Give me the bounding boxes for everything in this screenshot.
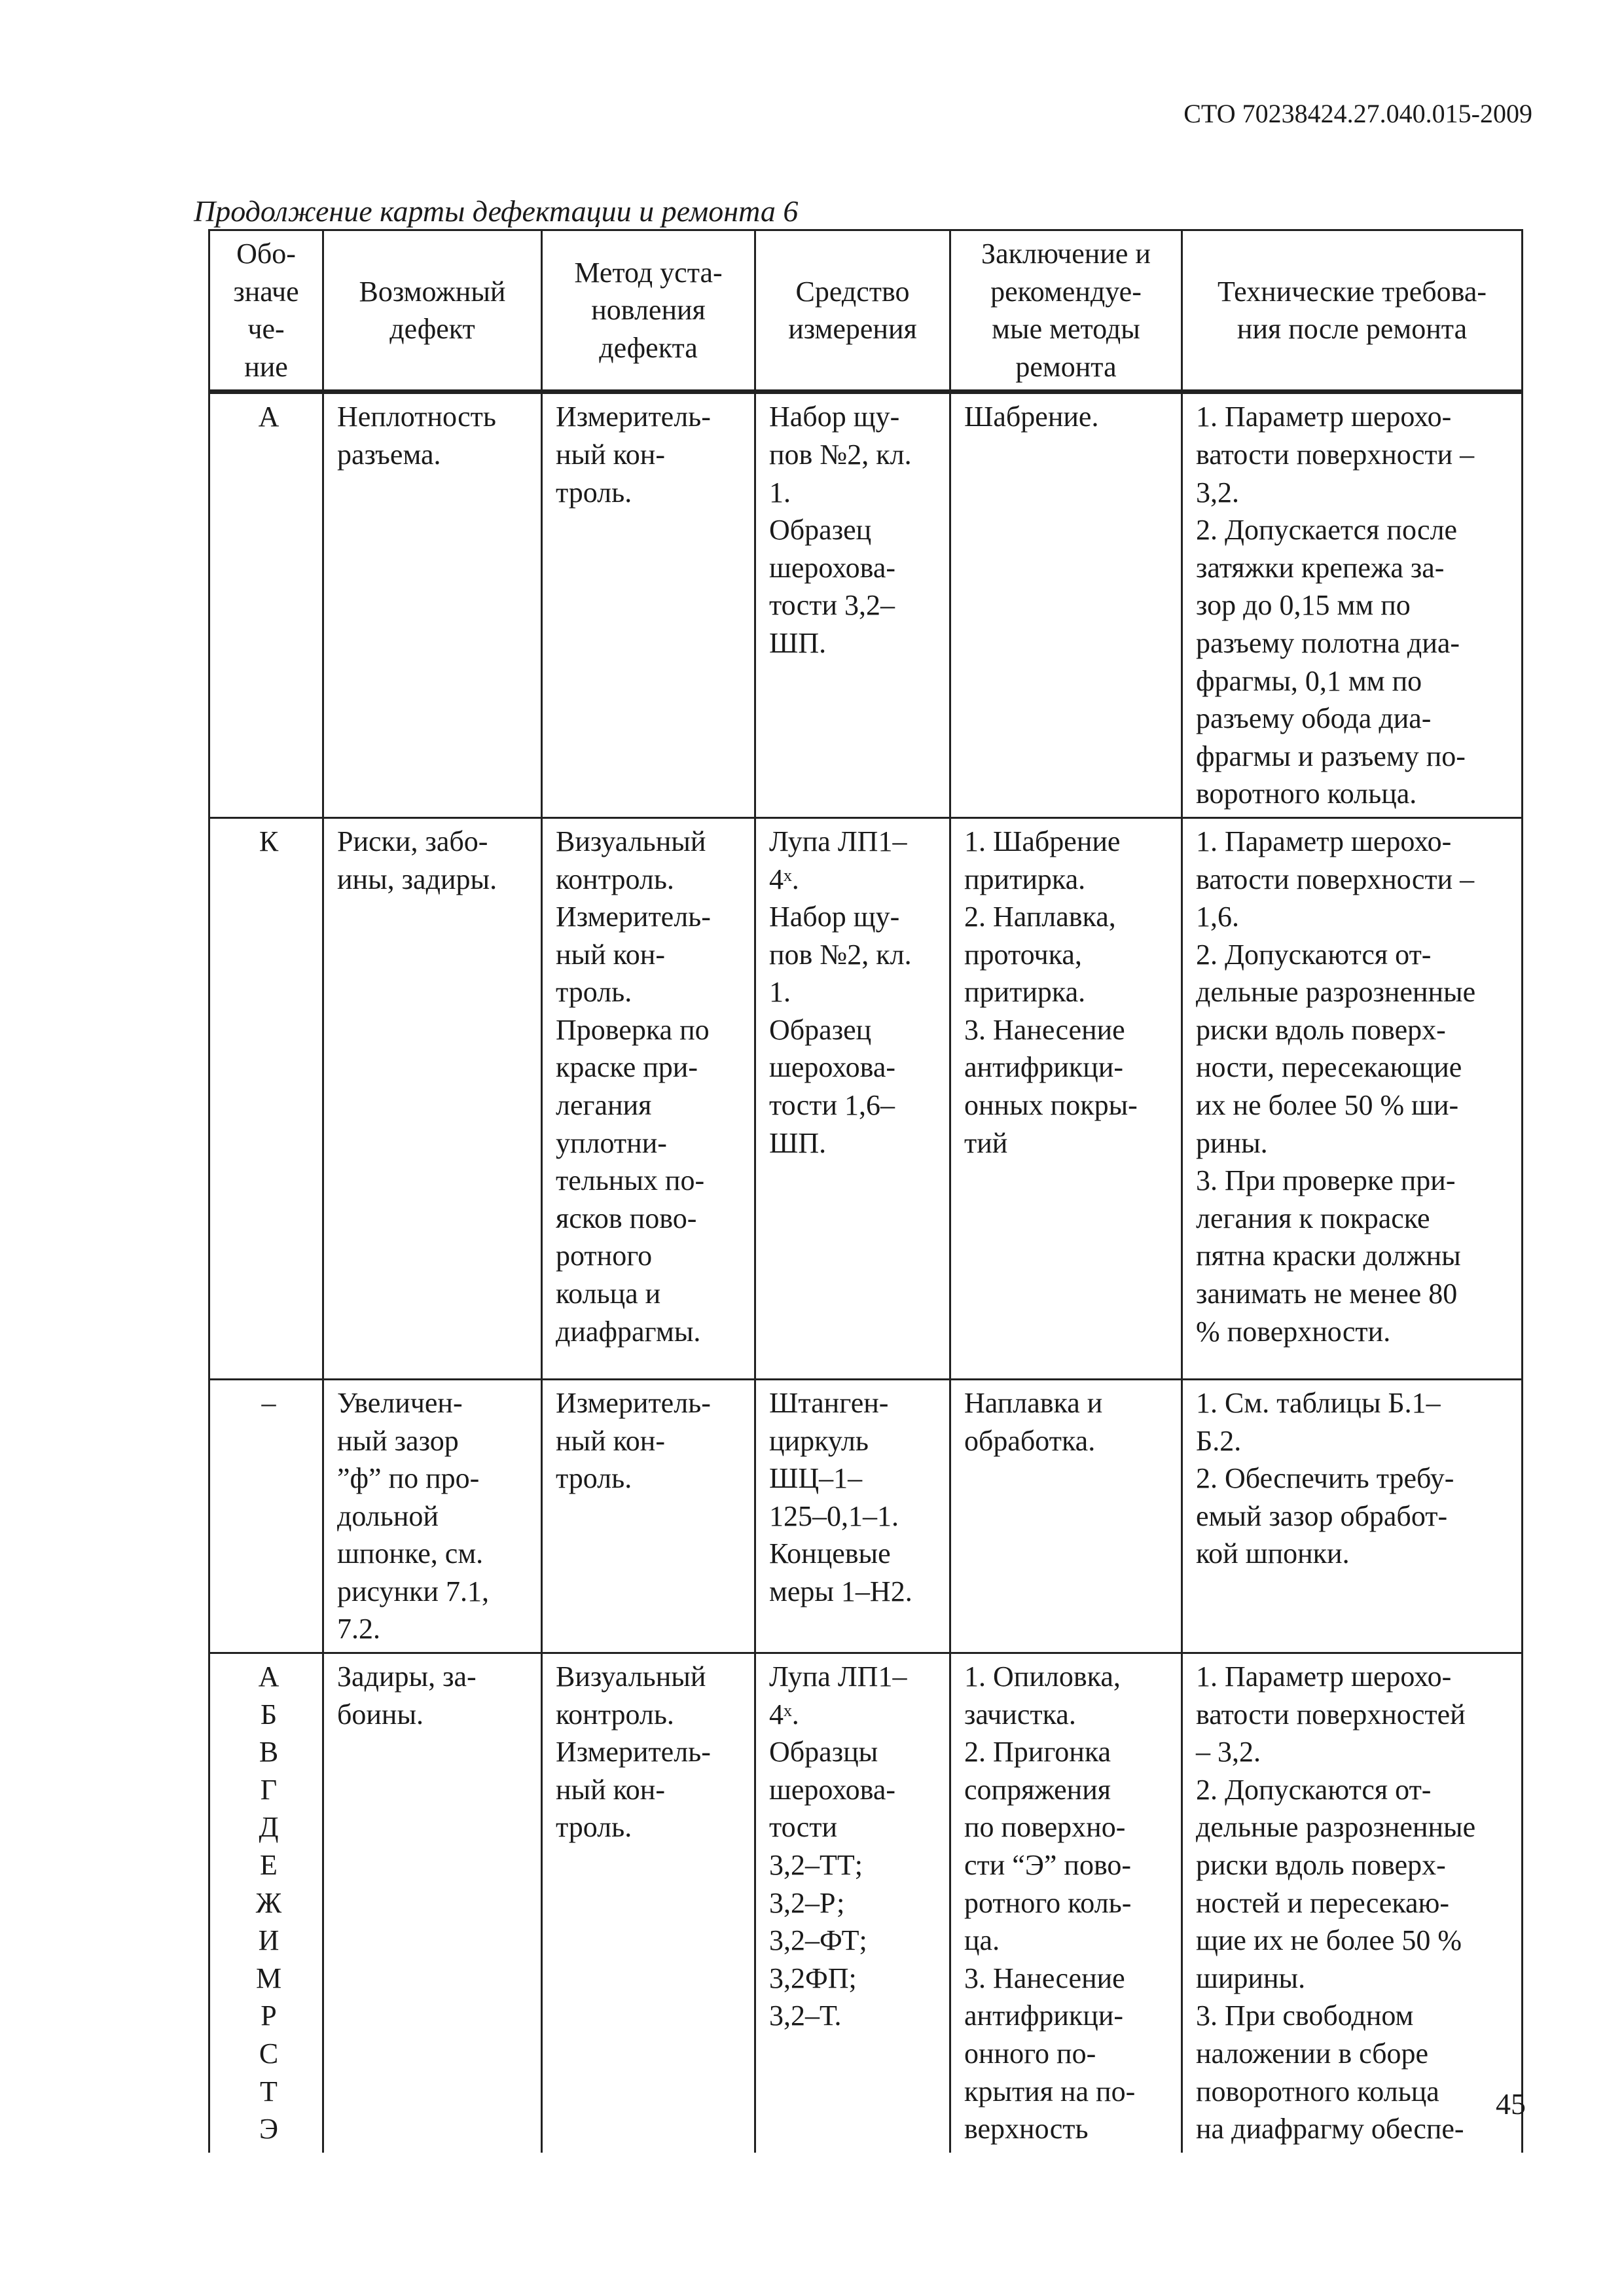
cell-text: 1. Параметр шерохо- ватости поверхности – 1,6. 2. Допускаются от- дельные разрозненные риски вдоль поверх- ности, пересекающие их не более 50 % ши- рины. 3. При проверке при- легания к покраске пятна краски должны занимать не менее 80 % поверхности. <box>1196 825 1476 1348</box>
cell-text: Визуальный контроль. Измеритель- ный кон- троль. <box>556 1660 711 1844</box>
cell-text: 1. Шабрение притирка. 2. Наплавка, проточка, притирка. 3. Нанесение антифрикци- онных покры- тий <box>964 825 1138 1159</box>
cell-text: Лупа ЛП1– 4ˣ. Набор щу- пов №2, кл. 1. Образец шерохова- тости 1,6– ШП. <box>769 825 912 1159</box>
cell-text: – <box>261 1386 276 1419</box>
cell-conclusion <box>950 392 1182 818</box>
cell-text: 1. См. таблицы Б.1– Б.2. 2. Обеспечить требу- емый зазор обработ- кой шпонки. <box>1196 1386 1454 1570</box>
column-header-label: Средство измерения <box>788 275 917 346</box>
cell-tool <box>755 817 950 1379</box>
table-row <box>209 1653 1523 2153</box>
cell-text: А Б В Г Д Е Ж И М Р С Т Э <box>255 1660 282 2145</box>
cell-method <box>542 1379 755 1653</box>
cell-designation <box>209 392 323 818</box>
column-header-label: Метод уста- новления дефекта <box>574 256 723 364</box>
cell-requirements <box>1182 817 1523 1379</box>
table-caption: Продолжение карты дефектации и ремонта 6 <box>194 194 799 228</box>
cell-text: Штанген- циркуль ШЦ–1– 125–0,1–1. Концевые меры 1–Н2. <box>769 1386 912 1607</box>
column-header-method <box>542 230 755 392</box>
cell-text: Задиры, за- боины. <box>337 1660 477 1731</box>
cell-text: Измеритель- ный кон- троль. <box>556 401 711 509</box>
cell-tool <box>755 392 950 818</box>
cell-conclusion <box>950 1653 1182 2153</box>
column-header-requirements <box>1182 230 1523 392</box>
column-header-conclusion <box>950 230 1182 392</box>
defect-table <box>208 229 1523 2153</box>
cell-designation <box>209 1653 323 2153</box>
cell-conclusion <box>950 1379 1182 1653</box>
table-row <box>209 1379 1523 1653</box>
cell-text: Набор щу- пов №2, кл. 1. Образец шерохова- тости 3,2– ШП. <box>769 401 912 659</box>
cell-text: Увеличен- ный зазор ”ф” по про- дольной шпонке, см. рисунки 7.1, 7.2. <box>337 1386 489 1645</box>
cell-defect <box>323 817 542 1379</box>
cell-method <box>542 817 755 1379</box>
column-header-tool <box>755 230 950 392</box>
column-header-designation <box>209 230 323 392</box>
cell-requirements <box>1182 1653 1523 2153</box>
table-header-row <box>209 230 1523 392</box>
cell-text: 1. Опиловка, зачистка. 2. Пригонка сопряжения по поверхно- сти “Э” пово- ротного коль- ца. 3. Нанесение антифрикци- онного по- крытия на по- верхность <box>964 1660 1136 2145</box>
cell-tool <box>755 1653 950 2153</box>
cell-designation <box>209 1379 323 1653</box>
cell-text: Неплотность разъема. <box>337 401 496 471</box>
table-row <box>209 817 1523 1379</box>
cell-text: Наплавка и обработка. <box>964 1386 1103 1457</box>
document-code: СТО 70238424.27.040.015-2009 <box>1183 99 1532 128</box>
cell-text: Измеритель- ный кон- троль. <box>556 1386 711 1495</box>
cell-defect <box>323 392 542 818</box>
column-header-label: Возможный дефект <box>359 275 506 346</box>
cell-tool <box>755 1379 950 1653</box>
cell-defect <box>323 1379 542 1653</box>
cell-requirements <box>1182 1379 1523 1653</box>
cell-designation <box>209 817 323 1379</box>
cell-text: 1. Параметр шерохо- ватости поверхностей – 3,2. 2. Допускаются от- дельные разрозненные риски вдоль поверх- ностей и пересекаю- щие их не более 50 % ширины. 3. При свободном наложении в сборе поворотного кольца на диафрагму обеспе- <box>1196 1660 1476 2145</box>
column-header-defect <box>323 230 542 392</box>
cell-text: А <box>258 401 280 433</box>
cell-method <box>542 392 755 818</box>
cell-text: Риски, забо- ины, задиры. <box>337 825 497 895</box>
cell-text: Визуальный контроль. Измеритель- ный кон- троль. Проверка по краске при- легания уплотни- тельных по- ясков пово- ротного кольца и диафрагмы. <box>556 825 711 1348</box>
cell-method <box>542 1653 755 2153</box>
cell-text: 1. Параметр шерохо- ватости поверхности – 3,2. 2. Допускается после затяжки крепежа за- зор до 0,15 мм по разъему полотна диа- фрагмы, 0,1 мм по разъему обода диа- фрагмы и разъему по- воротного кольца. <box>1196 401 1475 810</box>
column-header-label: Обо- значе че- ние <box>233 238 299 383</box>
column-header-label: Заключение и рекомендуе- мые методы ремонта <box>981 238 1151 383</box>
cell-text: Лупа ЛП1– 4ˣ. Образцы шерохова- тости 3,2–ТТ; 3,2–Р; 3,2–ФТ; 3,2ФП; 3,2–Т. <box>769 1660 907 2032</box>
cell-requirements <box>1182 392 1523 818</box>
cell-text: К <box>259 825 279 857</box>
table-row <box>209 392 1523 818</box>
cell-conclusion <box>950 817 1182 1379</box>
cell-text: Шабрение. <box>964 401 1099 433</box>
page-number: 45 <box>1496 2087 1526 2121</box>
cell-defect <box>323 1653 542 2153</box>
column-header-label: Технические требова- ния после ремонта <box>1217 275 1487 346</box>
